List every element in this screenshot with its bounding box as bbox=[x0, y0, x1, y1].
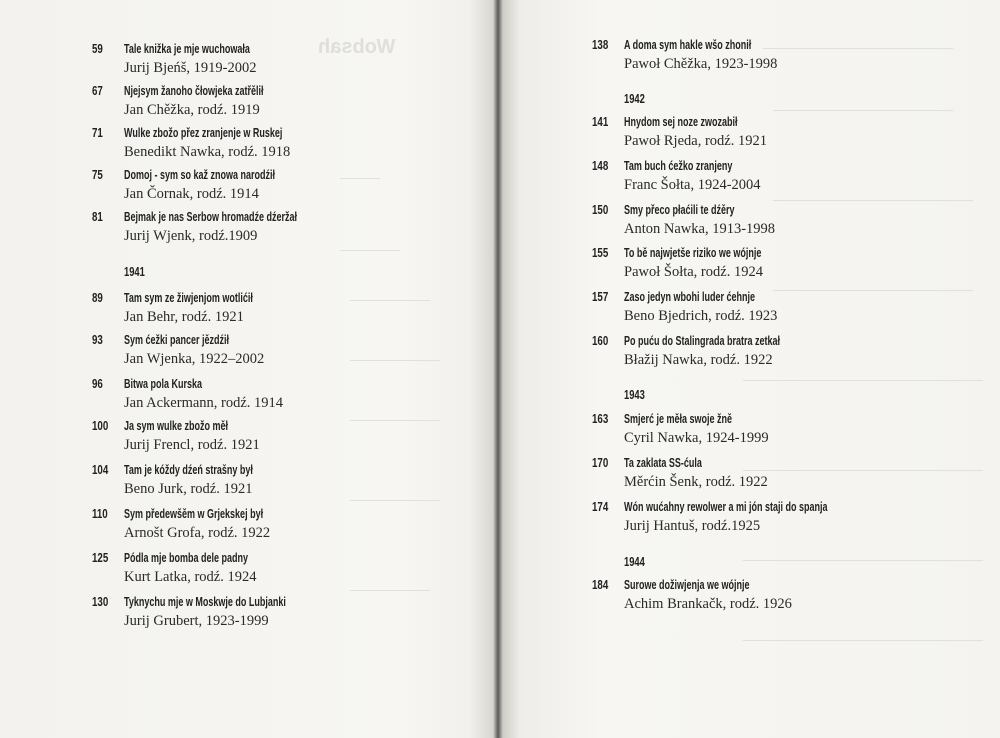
chapter-title: Tyknychu mje w Moskwje do Lubjanki bbox=[124, 595, 286, 609]
author-line: Jurij Frencl, rodź. 1921 bbox=[124, 437, 260, 453]
year-heading: 1942 bbox=[624, 92, 645, 106]
author-line: Jan Chěžka, rodź. 1919 bbox=[124, 102, 260, 118]
chapter-title: Zaso jedyn wbohi luder ćehnje bbox=[624, 290, 756, 304]
right-page bbox=[503, 0, 1000, 738]
author-line: Benedikt Nawka, rodź. 1918 bbox=[124, 144, 291, 160]
author-line: Jurij Hantuš, rodź.1925 bbox=[624, 518, 761, 534]
author-line: Cyril Nawka, 1924-1999 bbox=[624, 430, 769, 446]
chapter-title: Sym ćežki pancer jězdźił bbox=[124, 333, 230, 347]
author-line: Franc Šołta, 1924-2004 bbox=[624, 177, 761, 193]
author-line: Měrćin Šenk, rodź. 1922 bbox=[624, 474, 768, 490]
page-number: 148 bbox=[592, 159, 609, 173]
bleed-through-line bbox=[350, 500, 440, 501]
bleed-through-line bbox=[350, 420, 440, 421]
author-line: Anton Nawka, 1913-1998 bbox=[624, 221, 776, 237]
bleed-through-line bbox=[350, 360, 440, 361]
year-heading: 1944 bbox=[624, 555, 645, 569]
bleed-through-line bbox=[743, 640, 983, 641]
chapter-title: Tale knižka je mje wuchowała bbox=[124, 42, 250, 56]
bleed-through-heading: Wobsah bbox=[318, 36, 396, 58]
bleed-through-line bbox=[340, 178, 380, 179]
page-number: 160 bbox=[592, 334, 609, 348]
chapter-title: Bitwa pola Kurska bbox=[124, 377, 203, 391]
author-line: Pawoł Rjeda, rodź. 1921 bbox=[624, 133, 767, 149]
page-number: 81 bbox=[92, 210, 103, 224]
bleed-through-line bbox=[340, 250, 400, 251]
chapter-title: A doma sym hakle wšo zhonił bbox=[624, 38, 752, 52]
page-number: 130 bbox=[92, 595, 109, 609]
page-number: 150 bbox=[592, 203, 609, 217]
author-line: Błažij Nawka, rodź. 1922 bbox=[624, 352, 773, 368]
chapter-title: Pódla mje bomba dele padny bbox=[124, 551, 249, 565]
chapter-title: Tam sym ze žiwjenjom wotlićił bbox=[124, 291, 253, 305]
page-number: 138 bbox=[592, 38, 609, 52]
page-number: 89 bbox=[92, 291, 103, 305]
page-number: 170 bbox=[592, 456, 609, 470]
chapter-title: Tam je kóždy dźeń strašny był bbox=[124, 463, 253, 477]
author-line: Jan Wjenka, 1922–2002 bbox=[124, 351, 265, 367]
bleed-through-line bbox=[763, 48, 953, 49]
author-line: Achim Brankačk, rodź. 1926 bbox=[624, 596, 792, 612]
chapter-title: Ta zaklata SS-ćula bbox=[624, 456, 702, 470]
bleed-through-line bbox=[773, 290, 973, 291]
chapter-title: Po puću do Stalingrada bratra zetkał bbox=[624, 334, 781, 348]
chapter-title: Sym předewšěm w Grjekskej był bbox=[124, 507, 264, 521]
author-line: Jan Behr, rodź. 1921 bbox=[124, 309, 244, 325]
page-number: 110 bbox=[92, 507, 108, 521]
author-line: Pawoł Šołta, rodź. 1924 bbox=[624, 264, 763, 280]
page-number: 96 bbox=[92, 377, 103, 391]
chapter-title: Hnydom sej noze zwozabił bbox=[624, 115, 738, 129]
chapter-title: Tam buch ćežko zranjeny bbox=[624, 159, 733, 173]
author-line: Kurt Latka, rodź. 1924 bbox=[124, 569, 257, 585]
bleed-through-line bbox=[773, 200, 973, 201]
page-number: 100 bbox=[92, 419, 109, 433]
page-number: 75 bbox=[92, 168, 103, 182]
page-number: 104 bbox=[92, 463, 109, 477]
bleed-through-line bbox=[743, 560, 983, 561]
author-line: Jurij Grubert, 1923-1999 bbox=[124, 613, 269, 629]
page-number: 71 bbox=[92, 126, 103, 140]
page-number: 163 bbox=[592, 412, 609, 426]
page-number: 157 bbox=[592, 290, 609, 304]
chapter-title: To bě najwjetše riziko we wójnje bbox=[624, 246, 762, 260]
page-number: 93 bbox=[92, 333, 103, 347]
left-page bbox=[0, 0, 496, 738]
bleed-through-line bbox=[743, 470, 983, 471]
author-line: Jurij Wjenk, rodź.1909 bbox=[124, 228, 258, 244]
author-line: Arnošt Grofa, rodź. 1922 bbox=[124, 525, 271, 541]
page-number: 125 bbox=[92, 551, 109, 565]
chapter-title: Smjerć je měła swoje žně bbox=[624, 412, 733, 426]
author-line: Jan Ackermann, rodź. 1914 bbox=[124, 395, 284, 411]
page-number: 67 bbox=[92, 84, 103, 98]
page-number: 141 bbox=[592, 115, 609, 129]
bleed-through-line bbox=[350, 300, 430, 301]
bleed-through-line bbox=[743, 380, 983, 381]
chapter-title: Domoj - sym so kaž znowa narodźił bbox=[124, 168, 276, 182]
page-number: 59 bbox=[92, 42, 103, 56]
chapter-title: Surowe dožiwjenja we wójnje bbox=[624, 578, 750, 592]
chapter-title: Wón wućahny rewolwer a mi jón staji do spanja bbox=[624, 500, 828, 514]
year-heading: 1943 bbox=[624, 388, 645, 402]
page-number: 184 bbox=[592, 578, 609, 592]
author-line: Jan Čornak, rodź. 1914 bbox=[124, 186, 259, 202]
author-line: Pawoł Chěžka, 1923-1998 bbox=[624, 56, 778, 72]
bleed-through-line bbox=[350, 590, 430, 591]
page-number: 155 bbox=[592, 246, 609, 260]
year-heading: 1941 bbox=[124, 265, 145, 279]
chapter-title: Smy přeco płaćili te dźěry bbox=[624, 203, 735, 217]
author-line: Beno Bjedrich, rodź. 1923 bbox=[624, 308, 778, 324]
page-number: 174 bbox=[592, 500, 609, 514]
chapter-title: Wulke zbožo přez zranjenje w Ruskej bbox=[124, 126, 283, 140]
author-line: Beno Jurk, rodź. 1921 bbox=[124, 481, 253, 497]
chapter-title: Ja sym wulke zbožo měł bbox=[124, 419, 229, 433]
author-line: Jurij Bjeńš, 1919-2002 bbox=[124, 60, 257, 76]
bleed-through-line bbox=[773, 110, 953, 111]
chapter-title: Njejsym žanoho čłowjeka zatřělił bbox=[124, 84, 264, 98]
chapter-title: Bejmak je nas Serbow hromadźe dźeržał bbox=[124, 210, 298, 224]
